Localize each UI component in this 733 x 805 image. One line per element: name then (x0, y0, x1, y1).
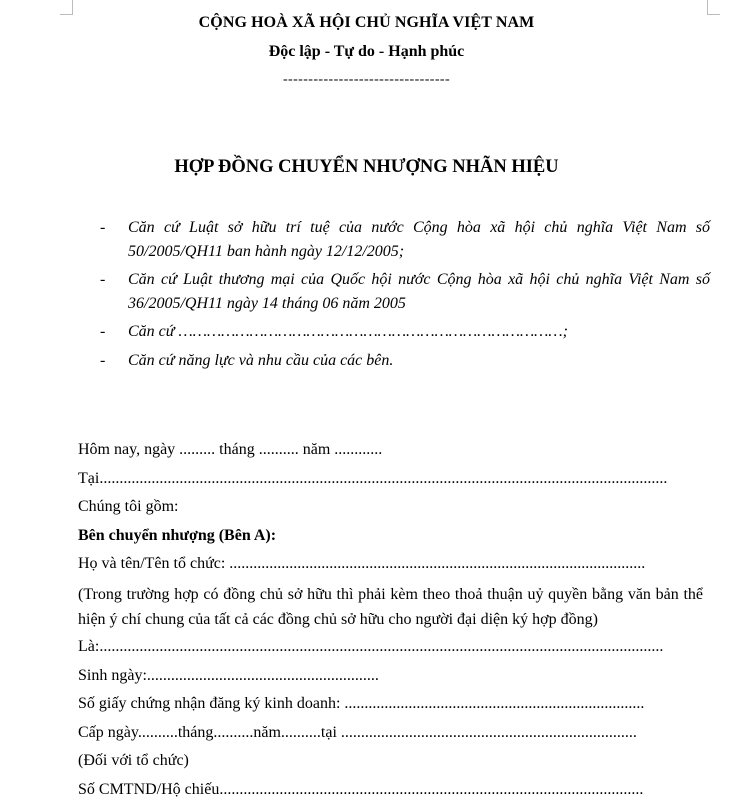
issued-line: Cấp ngày..........tháng..........năm..........tại .......................................................................... (78, 723, 637, 741)
dob-line: Sinh ngày:.......................................................... (78, 666, 379, 684)
bullet-dash: - (100, 323, 106, 340)
place-line: Tại.............................................................................................................................................. (78, 469, 668, 487)
crop-mark-left (60, 0, 73, 15)
document-title: HỢP ĐỒNG CHUYỂN NHƯỢNG NHÃN HIỆU (174, 157, 559, 177)
co-owner-note: (Trong trường hợp có đồng chủ sở hữu thì phải kèm theo thoả thuận uỷ quyền bằng văn bản thể hiện ý chí chung của tất cả các đồng chủ sở hữu cho người đại diện ký hợp đồng) (78, 585, 703, 628)
bullet-dash: - (100, 271, 106, 288)
legal-basis-item: - Căn cứ năng lực và nhu cầu của các bên. (78, 349, 710, 373)
bullet-dash: - (100, 352, 106, 369)
id-line: Số CMTND/Hộ chiếu.......................................................................................................... (78, 780, 644, 798)
business-cert-line: Số giấy chứng nhận đăng ký kinh doanh: ........................................................................... (78, 695, 645, 713)
parties-intro: Chúng tôi gồm: (78, 498, 179, 516)
contract-body (78, 436, 703, 805)
crop-mark-right (707, 0, 720, 15)
legal-basis-item: - Căn cứ Luật thương mại của Quốc hội nước Cộng hòa xã hội chủ nghĩa Việt Nam số 36/2005/QH11 ngày 14 tháng 06 năm 2005 (78, 268, 710, 316)
national-title: CỘNG HOÀ XÃ HỘI CHỦ NGHĨA VIỆT NAM (198, 14, 535, 31)
bullet-dash: - (100, 219, 106, 236)
legal-basis-item: - Căn cứ Luật sở hữu trí tuệ của nước Cộng hòa xã hội chủ nghĩa Việt Nam số 50/2005/QH11 ban hành ngày 12/12/2005; (78, 216, 710, 264)
header-separator: --------------------------------- (282, 72, 451, 87)
national-motto: Độc lập - Tự do - Hạnh phúc (268, 43, 465, 60)
date-line: Hôm nay, ngày ......... tháng .......... năm ............ (78, 441, 383, 458)
name-line: Họ và tên/Tên tổ chức: ........................................................................................................ (78, 555, 646, 573)
la-line: Là:............................................................................................................................................. (78, 637, 664, 655)
legal-basis-item: - Căn cứ ………………………………………………………………………; (78, 320, 710, 344)
legal-basis-list (78, 216, 710, 377)
party-a-heading: Bên chuyển nhượng (Bên A): (78, 526, 277, 544)
org-note: (Đối với tổ chức) (78, 752, 189, 770)
